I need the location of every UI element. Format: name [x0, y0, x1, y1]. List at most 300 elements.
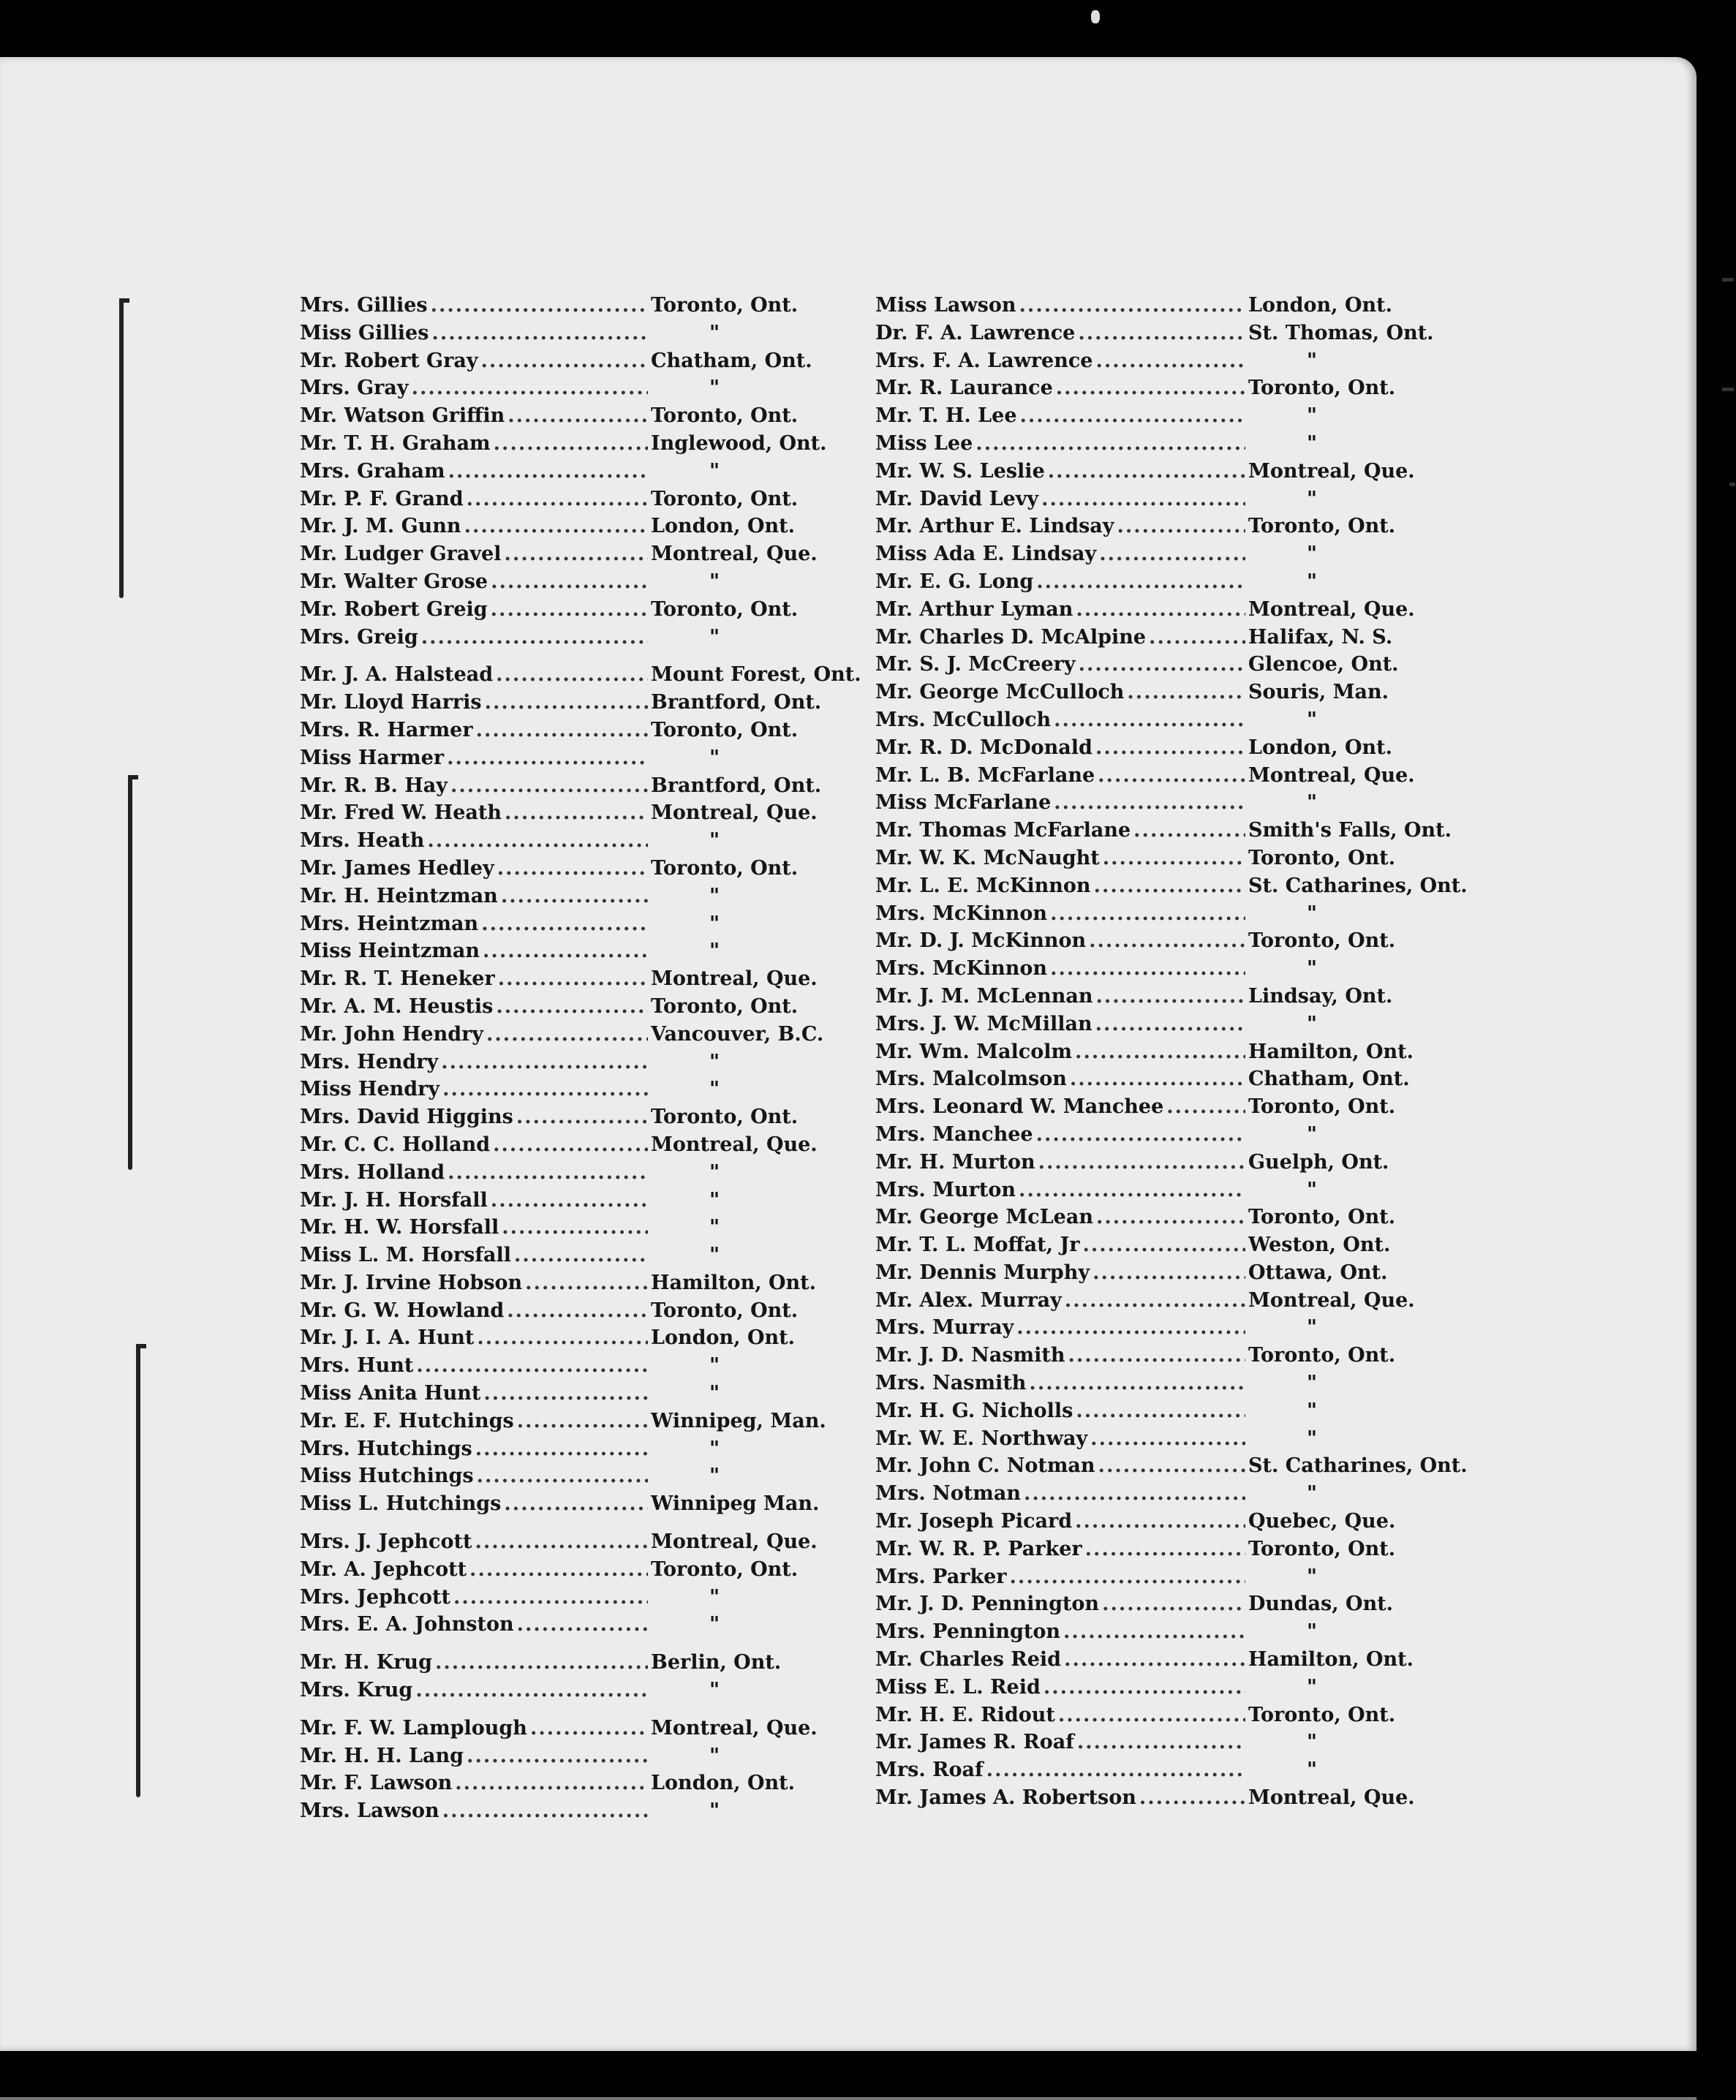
dot-leader	[491, 568, 648, 596]
list-entry	[875, 1231, 1460, 1259]
entry-place: St. Catharines, Ont.	[1248, 874, 1468, 897]
dot-leader	[517, 1408, 648, 1435]
entry-name: Mrs. Gillies	[300, 294, 428, 317]
entry-name: Mr. H. H. Lang	[300, 1744, 464, 1767]
dot-leader	[1096, 347, 1246, 375]
entry-place: "	[709, 1679, 720, 1702]
dot-leader	[448, 1159, 648, 1187]
entry-name: Mr. J. I. A. Hunt	[300, 1326, 475, 1350]
entry-name: Mr. George McCulloch	[875, 681, 1125, 704]
dot-leader	[494, 430, 648, 458]
entry-place: Brantford, Ont.	[651, 774, 822, 797]
entry-name: Mr. H. Murton	[875, 1150, 1035, 1174]
entry-name: Mrs. J. W. McMillan	[875, 1012, 1092, 1035]
binding-mark-hook	[119, 298, 129, 303]
list-entry	[875, 1646, 1460, 1674]
entry-place: Dundas, Ont.	[1248, 1593, 1394, 1616]
entry-name: Mrs. Heath	[300, 829, 425, 853]
dot-leader	[450, 772, 648, 800]
dot-leader	[435, 1649, 648, 1677]
left-column	[300, 292, 870, 1825]
dot-leader	[1166, 1093, 1245, 1121]
entry-place: Toronto, Ont.	[1248, 929, 1396, 953]
entry-place: Toronto, Ont.	[651, 1557, 799, 1581]
entry-name: Mrs. E. A. Johnston	[300, 1613, 514, 1636]
dot-leader	[448, 458, 648, 486]
entry-place: "	[1307, 1731, 1318, 1754]
entry-name: Mr. James Hedley	[300, 856, 494, 880]
entry-place: Montreal, Que.	[1248, 1786, 1415, 1810]
binding-mark-hook	[136, 1344, 146, 1348]
entry-name: Mr. J. D. Pennington	[875, 1593, 1100, 1616]
entry-place: St. Catharines, Ont.	[1248, 1454, 1468, 1478]
dot-leader	[1016, 1314, 1245, 1342]
entry-place: Toronto, Ont.	[1248, 1344, 1396, 1367]
dot-leader	[464, 513, 648, 540]
entry-name: Mr. James R. Roaf	[875, 1731, 1074, 1754]
list-entry	[300, 430, 870, 458]
entry-place: Toronto, Ont.	[651, 994, 799, 1018]
list-entry	[300, 717, 870, 744]
entry-place: Halifax, N. S.	[1248, 625, 1393, 649]
list-entry	[875, 734, 1460, 762]
dot-leader	[530, 1715, 648, 1742]
dot-leader	[1090, 1425, 1245, 1453]
entry-place: "	[1307, 349, 1318, 372]
binding-mark	[136, 1344, 140, 1797]
list-entry	[875, 568, 1460, 596]
entry-name: Mr. T. H. Lee	[875, 404, 1017, 428]
entry-place: Montreal, Que.	[651, 1530, 818, 1554]
entry-place: Inglewood, Ont.	[651, 431, 827, 455]
entry-place: Vancouver, B.C.	[651, 1022, 824, 1046]
dot-leader	[1103, 845, 1245, 872]
list-entry	[300, 1797, 870, 1825]
list-entry	[300, 1677, 870, 1704]
list-entry	[875, 817, 1460, 845]
dot-leader	[1070, 1065, 1245, 1093]
entry-place: Toronto, Ont.	[1248, 1095, 1396, 1119]
entry-name: Mr. H. Krug	[300, 1651, 432, 1674]
entry-place: "	[1307, 431, 1318, 455]
list-entry	[875, 1287, 1460, 1315]
entry-name: Mr. L. E. McKinnon	[875, 874, 1091, 897]
entry-name: Miss E. L. Reid	[875, 1675, 1041, 1699]
list-entry	[300, 1611, 870, 1639]
list-entry	[875, 927, 1460, 955]
entry-place: Toronto, Ont.	[651, 718, 799, 741]
entry-name: Mr. Robert Gray	[300, 349, 478, 372]
entry-place: Montreal, Que.	[1248, 459, 1415, 483]
scan-speck	[1091, 10, 1100, 23]
entry-name: Mrs. Hendry	[300, 1050, 439, 1073]
dot-leader	[427, 827, 648, 855]
list-entry	[875, 1397, 1460, 1425]
dot-leader	[467, 1742, 648, 1770]
list-entry	[300, 624, 870, 651]
entry-place: "	[709, 940, 720, 963]
entry-name: Mr. J. M. McLennan	[875, 984, 1093, 1008]
dot-leader	[1065, 1287, 1245, 1315]
entry-place: London, Ont.	[1248, 294, 1392, 317]
list-entry	[300, 1297, 870, 1325]
list-entry	[875, 1011, 1460, 1038]
list-entry	[875, 624, 1460, 651]
entry-name: Miss Anita Hunt	[300, 1382, 481, 1405]
list-entry	[875, 1425, 1460, 1453]
entry-name: Mrs. Graham	[300, 459, 445, 483]
entry-name: Mrs. Gray	[300, 377, 409, 400]
list-entry	[300, 1490, 870, 1518]
entry-name: Mrs. David Higgins	[300, 1106, 513, 1129]
dot-leader	[1139, 1784, 1245, 1812]
dot-leader	[517, 1611, 648, 1639]
list-entry	[300, 1715, 870, 1742]
list-entry	[300, 910, 870, 938]
list-entry	[875, 845, 1460, 872]
dot-leader	[986, 1756, 1245, 1784]
entry-name: Mr. J. M. Gunn	[300, 515, 461, 538]
entry-name: Mrs. Malcolmson	[875, 1068, 1067, 1091]
entry-place: "	[1307, 1675, 1318, 1699]
dot-leader	[477, 1462, 648, 1490]
list-entry	[300, 993, 870, 1021]
entry-name: Mr. L. B. McFarlane	[875, 763, 1095, 787]
dot-leader	[415, 1677, 648, 1704]
entry-place: Toronto, Ont.	[651, 1106, 799, 1129]
entry-place: Toronto, Ont.	[1248, 1206, 1396, 1229]
entry-name: Mr. G. W. Howland	[300, 1299, 505, 1322]
list-entry	[875, 1480, 1460, 1508]
entry-place: Chatham, Ont.	[651, 349, 812, 372]
entry-place: "	[709, 1244, 720, 1267]
entry-name: Miss Hutchings	[300, 1465, 474, 1488]
list-entry	[300, 347, 870, 375]
entry-place: "	[709, 625, 720, 649]
dot-leader	[1079, 651, 1245, 679]
entry-name: Mr. Alex. Murray	[875, 1288, 1062, 1312]
entry-name: Mrs. Pennington	[875, 1620, 1061, 1644]
list-entry	[875, 1342, 1460, 1370]
dot-leader	[493, 1131, 648, 1159]
entry-name: Mr. S. J. McCreery	[875, 653, 1076, 676]
entry-place: Ottawa, Ont.	[1248, 1261, 1388, 1284]
entry-name: Miss McFarlane	[875, 791, 1052, 815]
dot-leader	[421, 624, 648, 651]
list-entry	[875, 1093, 1460, 1121]
dot-leader	[1095, 734, 1245, 762]
dot-leader	[1064, 1646, 1245, 1674]
entry-place: "	[709, 1465, 720, 1488]
entry-name: Mr. J. Irvine Hobson	[300, 1271, 523, 1294]
entry-place: "	[709, 459, 720, 483]
list-entry	[300, 1131, 870, 1159]
entry-name: Mr. Charles D. McAlpine	[875, 625, 1147, 649]
entry-place: Toronto, Ont.	[1248, 515, 1396, 538]
list-entry	[875, 900, 1460, 928]
dot-leader	[496, 993, 648, 1021]
right-column	[875, 292, 1468, 1812]
dot-leader	[1029, 1370, 1245, 1397]
entry-place: "	[1307, 1427, 1318, 1450]
list-entry	[875, 430, 1460, 458]
list-entry	[875, 1536, 1460, 1563]
entry-place: "	[1307, 1565, 1318, 1588]
dot-leader	[1038, 1149, 1245, 1176]
dot-leader	[1048, 458, 1245, 486]
entry-place: Montreal, Que.	[651, 967, 818, 991]
list-entry	[300, 965, 870, 993]
list-entry	[300, 744, 870, 772]
entry-name: Mr. John C. Notman	[875, 1454, 1095, 1478]
list-entry	[300, 799, 870, 827]
dot-leader	[1075, 1508, 1245, 1536]
list-entry	[875, 540, 1460, 568]
entry-name: Mrs. McKinnon	[875, 957, 1048, 981]
entry-name: Mr. Fred W. Heath	[300, 801, 502, 825]
entry-name: Mr. Joseph Picard	[875, 1510, 1073, 1533]
list-entry	[300, 1584, 870, 1612]
entry-name: Mr. D. J. McKinnon	[875, 929, 1087, 953]
entry-place: "	[1307, 1399, 1318, 1422]
list-entry	[300, 1528, 870, 1556]
list-entry	[300, 1408, 870, 1435]
dot-leader	[507, 1297, 648, 1325]
list-entry	[875, 1065, 1460, 1093]
list-entry	[875, 486, 1460, 513]
entry-place: "	[1307, 570, 1318, 593]
dot-leader	[1078, 320, 1245, 347]
entry-name: Mrs. F. A. Lawrence	[875, 349, 1093, 372]
entry-place: Montreal, Que.	[651, 801, 818, 825]
entry-name: Mr. Dennis Murphy	[875, 1261, 1090, 1284]
list-entry	[300, 596, 870, 624]
entry-place: "	[709, 1188, 720, 1212]
entry-name: Mr. H. G. Nicholls	[875, 1399, 1073, 1422]
dot-leader	[1095, 1011, 1245, 1038]
dot-leader	[1089, 927, 1245, 955]
binding-mark-hook	[128, 775, 138, 779]
list-entry	[875, 1038, 1460, 1066]
list-entry	[300, 1556, 870, 1584]
entry-place: Hamilton, Ont.	[1248, 1040, 1414, 1063]
entry-place: Toronto, Ont.	[651, 597, 799, 621]
entry-place: Montreal, Que.	[1248, 597, 1415, 621]
list-entry	[300, 1380, 870, 1408]
dot-leader	[1019, 292, 1245, 320]
dot-leader	[1127, 679, 1245, 706]
dot-leader	[516, 1103, 648, 1131]
list-entry	[300, 1435, 870, 1463]
list-entry	[875, 513, 1460, 540]
entry-name: Mrs. Lawson	[300, 1799, 439, 1823]
entry-name: Mr. R. B. Hay	[300, 774, 448, 797]
dot-leader	[1102, 1590, 1245, 1618]
entry-name: Mrs. Manchee	[875, 1122, 1033, 1146]
list-entry	[875, 679, 1460, 706]
dot-leader	[1076, 1397, 1245, 1425]
entry-name: Mr. W. R. P. Parker	[875, 1537, 1082, 1560]
entry-name: Miss Ada E. Lindsay	[875, 543, 1097, 566]
entry-place: Toronto, Ont.	[1248, 1537, 1396, 1560]
entry-name: Mr. R. Laurance	[875, 377, 1053, 400]
entry-place: "	[709, 1050, 720, 1073]
dot-leader	[1036, 568, 1245, 596]
entry-place: "	[1307, 957, 1318, 981]
entry-place: Brantford, Ont.	[651, 691, 822, 714]
dot-leader	[485, 689, 648, 717]
entry-place: "	[1307, 1372, 1318, 1395]
entry-place: "	[709, 1437, 720, 1460]
entry-place: "	[1307, 1620, 1318, 1644]
entry-place: "	[709, 1382, 720, 1405]
dot-leader	[504, 1490, 648, 1518]
dot-leader	[1075, 1038, 1245, 1066]
entry-place: "	[1307, 708, 1318, 731]
entry-name: Mr. Thomas McFarlane	[875, 819, 1131, 842]
list-entry	[300, 540, 870, 568]
entry-name: Mr. P. F. Grand	[300, 487, 464, 510]
entry-place: "	[1307, 1122, 1318, 1146]
entry-place: London, Ont.	[1248, 736, 1392, 759]
list-entry	[875, 706, 1460, 734]
entry-name: Mr. H. W. Horsfall	[300, 1216, 499, 1239]
entry-place: "	[709, 1078, 720, 1101]
edge-mark	[1722, 278, 1734, 282]
entry-place: Montreal, Que.	[651, 1133, 818, 1156]
entry-name: Mr. R. T. Heneker	[300, 967, 495, 991]
entry-name: Mr. Arthur E. Lindsay	[875, 515, 1114, 538]
list-entry	[875, 1508, 1460, 1536]
document-page	[0, 57, 1697, 2051]
list-entry	[875, 1314, 1460, 1342]
dot-leader	[481, 910, 648, 938]
entry-place: Winnipeg Man.	[651, 1492, 820, 1516]
entry-place: "	[709, 321, 720, 344]
entry-place: Toronto, Ont.	[651, 487, 799, 510]
entry-place: Toronto, Ont.	[1248, 846, 1396, 869]
entry-place: London, Ont.	[651, 515, 795, 538]
entry-place: "	[709, 1613, 720, 1636]
entry-place: "	[709, 829, 720, 853]
dot-leader	[1098, 762, 1245, 790]
entry-name: Mr. Lloyd Harris	[300, 691, 482, 714]
entry-name: Miss Heintzman	[300, 940, 480, 963]
edge-mark	[1722, 388, 1734, 391]
entry-name: Mr. Ludger Gravel	[300, 543, 502, 566]
entry-name: Mr. Walter Grose	[300, 570, 488, 593]
dot-leader	[412, 374, 648, 402]
entry-place: "	[1307, 1178, 1318, 1201]
list-entry	[875, 955, 1460, 983]
list-entry	[300, 568, 870, 596]
dot-leader	[476, 717, 648, 744]
entry-place: "	[709, 746, 720, 769]
entry-name: Mr. J. D. Nasmith	[875, 1344, 1065, 1367]
dot-leader	[1149, 624, 1245, 651]
list-entry	[875, 1756, 1460, 1784]
entry-name: Mr. Wm. Malcolm	[875, 1040, 1073, 1063]
entry-name: Mrs. Notman	[875, 1482, 1021, 1506]
dot-leader	[483, 937, 648, 965]
dot-leader	[1082, 1231, 1245, 1259]
list-entry	[300, 458, 870, 486]
entry-place: London, Ont.	[651, 1326, 795, 1350]
entry-name: Mr. T. L. Moffat, Jr	[875, 1234, 1080, 1257]
list-entry	[300, 855, 870, 883]
entry-name: Mr. Robert Greig	[300, 597, 488, 621]
entry-place: Toronto, Ont.	[651, 856, 799, 880]
dot-leader	[1020, 402, 1246, 430]
entry-name: Mrs. J. Jephcott	[300, 1530, 472, 1554]
dot-leader	[477, 1324, 648, 1352]
entry-name: Mrs. Hutchings	[300, 1437, 472, 1460]
list-entry	[875, 1674, 1460, 1701]
entry-place: Toronto, Ont.	[651, 404, 799, 428]
entry-name: Mrs. Murton	[875, 1178, 1016, 1201]
binding-mark	[128, 775, 132, 1170]
entry-name: Mrs. Greig	[300, 625, 418, 649]
entry-place: "	[1307, 1012, 1318, 1035]
entry-name: Miss Lee	[875, 431, 973, 455]
entry-place: Hamilton, Ont.	[651, 1271, 817, 1294]
entry-name: Mr. E. F. Hutchings	[300, 1409, 514, 1432]
entry-place: "	[709, 570, 720, 593]
list-entry	[300, 1214, 870, 1242]
list-entry	[875, 320, 1460, 347]
entry-place: Hamilton, Ont.	[1248, 1648, 1414, 1672]
list-entry	[300, 1021, 870, 1049]
entry-name: Mrs. R. Harmer	[300, 718, 473, 741]
entry-place: Souris, Man.	[1248, 681, 1389, 704]
entry-name: Mrs. McKinnon	[875, 902, 1048, 925]
list-entry	[300, 772, 870, 800]
dot-leader	[1133, 817, 1245, 845]
list-entry	[300, 1049, 870, 1076]
dot-leader	[1096, 1204, 1245, 1231]
dot-leader	[1041, 486, 1245, 513]
entry-place: Berlin, Ont.	[651, 1651, 782, 1674]
dot-leader	[1050, 955, 1245, 983]
list-entry	[875, 1204, 1460, 1231]
list-entry	[300, 292, 870, 320]
list-entry	[300, 1159, 870, 1187]
entry-name: Mr. Charles Reid	[875, 1648, 1062, 1672]
entry-place: Toronto, Ont.	[651, 1299, 799, 1322]
entry-place: "	[709, 1799, 720, 1823]
dot-leader	[491, 596, 648, 624]
dot-leader	[441, 1049, 648, 1076]
entry-place: London, Ont.	[651, 1772, 795, 1795]
dot-leader	[502, 1214, 648, 1242]
dot-leader	[442, 1076, 648, 1103]
entry-name: Mr. John Hendry	[300, 1022, 483, 1046]
list-entry	[875, 292, 1460, 320]
entry-name: Miss Lawson	[875, 294, 1016, 317]
entry-name: Mrs. Leonard W. Manchee	[875, 1095, 1164, 1119]
entry-place: Lindsay, Ont.	[1248, 984, 1393, 1008]
entry-place: Chatham, Ont.	[1248, 1068, 1410, 1091]
entry-place: Toronto, Ont.	[1248, 1703, 1396, 1726]
entry-name: Mrs. Nasmith	[875, 1372, 1027, 1395]
dot-leader	[447, 744, 648, 772]
entry-place: "	[1307, 487, 1318, 510]
entry-name: Mrs. Parker	[875, 1565, 1007, 1588]
list-entry	[300, 827, 870, 855]
entry-place: Smith's Falls, Ont.	[1248, 819, 1452, 842]
list-entry	[300, 1742, 870, 1770]
list-entry	[300, 1187, 870, 1215]
